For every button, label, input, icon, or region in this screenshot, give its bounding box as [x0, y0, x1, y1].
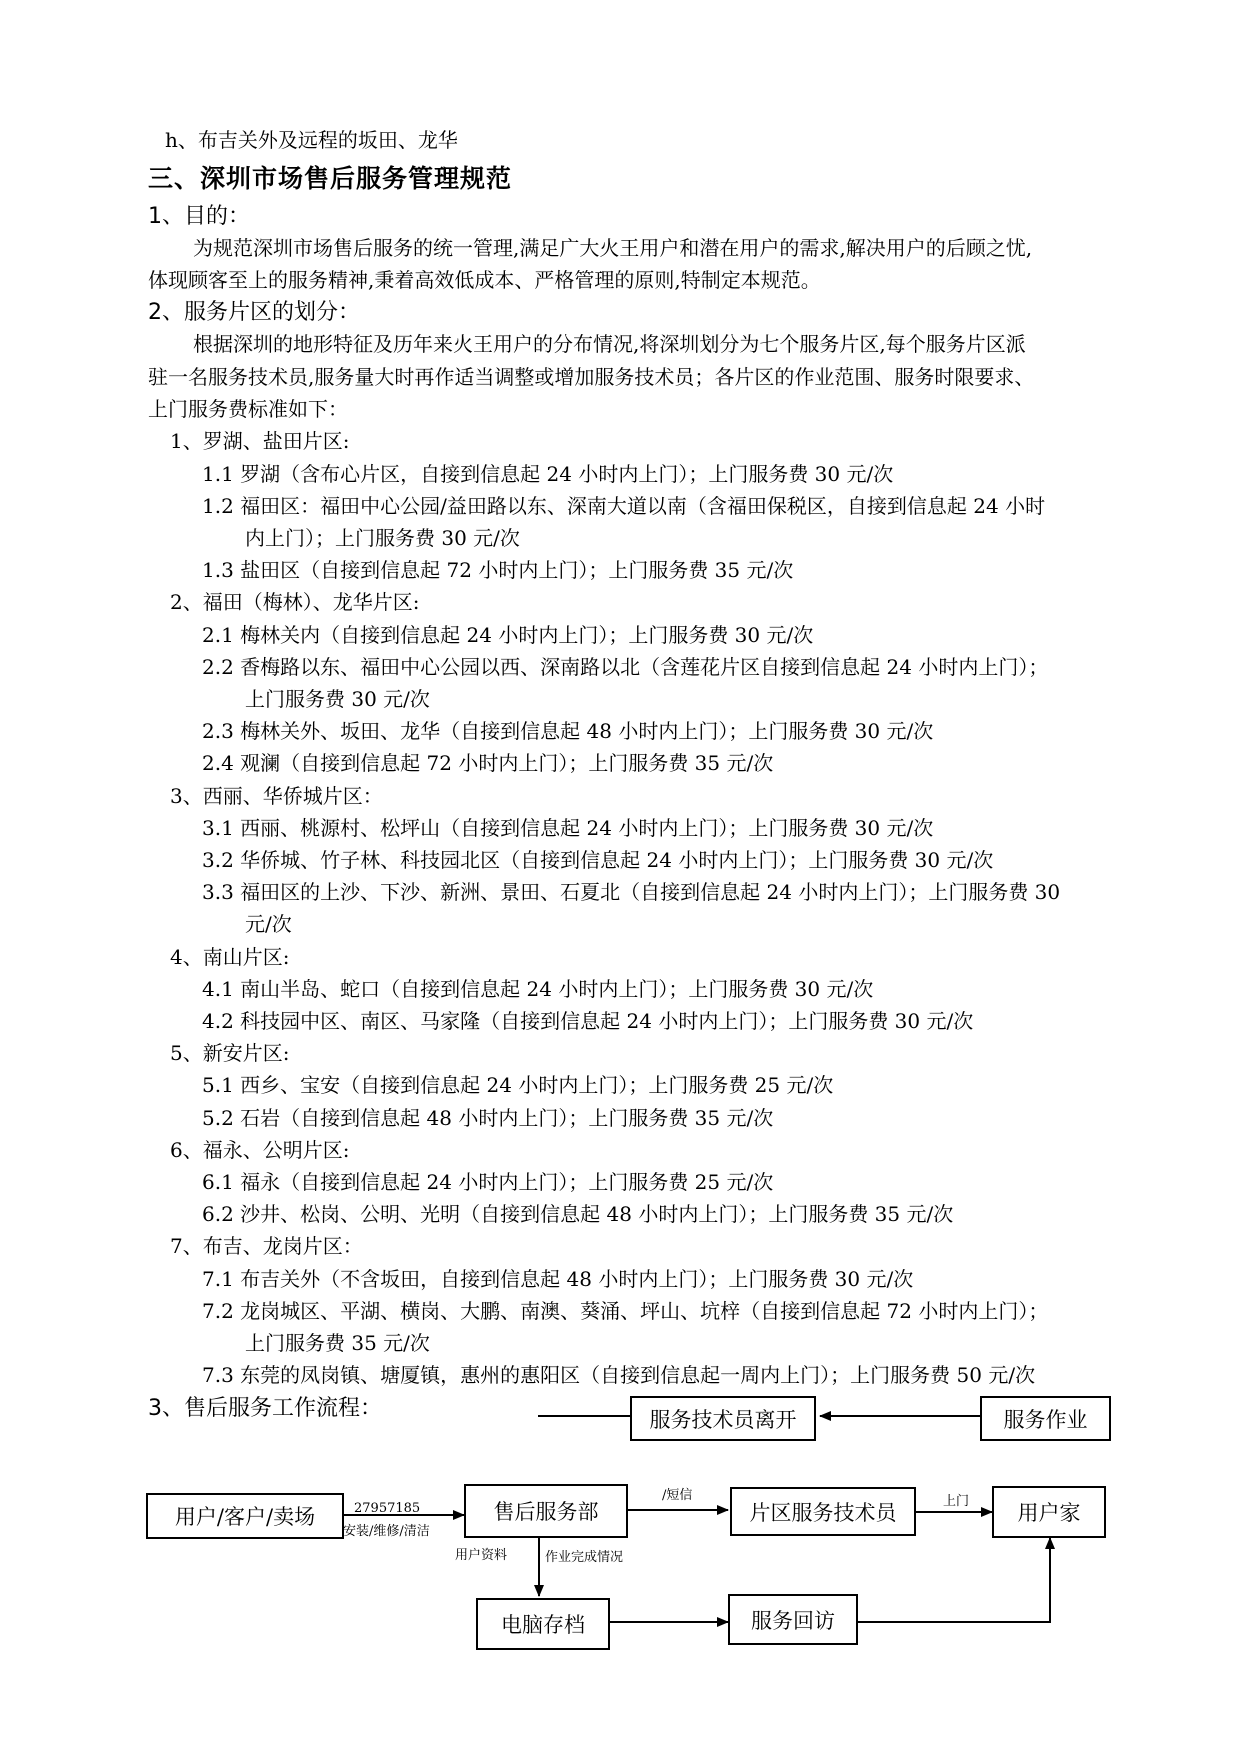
arrow-revisit-to-home: [858, 1538, 1050, 1622]
zone-item: 1.1 罗湖（含布心片区，自接到信息起 24 小时内上门）；上门服务费 30 元/次: [202, 462, 894, 486]
section-title: 三、深圳市场售后服务管理规范: [148, 164, 513, 193]
flow-label-phone: 27957185: [354, 1501, 421, 1516]
s2-title: 2、服务片区的划分：: [148, 300, 360, 325]
zone-item: 2.2 香梅路以东、福田中心公园以西、深南路以北（含莲花片区自接到信息起 24 小时内上门）；: [202, 655, 1049, 679]
zone-item: 5.1 西乡、宝安（自接到信息起 24 小时内上门）；上门服务费 25 元/次: [202, 1073, 834, 1097]
flow-box-work: 服务作业: [980, 1396, 1111, 1441]
flow-label-visit: 上门: [943, 1494, 970, 1509]
flow-label-work-done: 作业完成情况: [545, 1550, 624, 1565]
zone-heading: 1、罗湖、盐田片区:: [170, 429, 350, 453]
zone-item: 1.3 盐田区（自接到信息起 72 小时内上门）；上门服务费 35 元/次: [202, 558, 794, 582]
s2-para-line: 驻一名服务技术员,服务量大时再作适当调整或增加服务技术员；各片区的作业范围、服务时限要求、: [148, 365, 1035, 389]
zone-item-cont: 上门服务费 35 元/次: [245, 1331, 430, 1355]
top-line: h、布吉关外及远程的坂田、龙华: [165, 128, 458, 152]
zone-heading: 5、新安片区:: [170, 1041, 290, 1065]
zone-item: 7.1 布吉关外（不含坂田，自接到信息起 48 小时内上门）；上门服务费 30 元/次: [202, 1267, 914, 1291]
zone-item: 3.3 福田区的上沙、下沙、新洲、景田、石夏北（自接到信息起 24 小时内上门）；上门服务费 30: [202, 880, 1061, 904]
flow-box-user: 用户/客户/卖场: [146, 1493, 344, 1539]
s1-title: 1、目的：: [148, 204, 250, 229]
zone-item: 3.1 西丽、桃源村、松坪山（自接到信息起 24 小时内上门）；上门服务费 30 元/次: [202, 816, 934, 840]
zone-item-cont: 元/次: [245, 912, 292, 936]
s2-para-line: 上门服务费标准如下：: [148, 397, 348, 421]
zone-item: 4.1 南山半岛、蛇口（自接到信息起 24 小时内上门）；上门服务费 30 元/次: [202, 977, 874, 1001]
s3-title: 3、售后服务工作流程：: [148, 1396, 382, 1421]
zone-item: 2.4 观澜（自接到信息起 72 小时内上门）；上门服务费 35 元/次: [202, 751, 774, 775]
zone-item: 3.2 华侨城、竹子林、科技园北区（自接到信息起 24 小时内上门）；上门服务费 30 元/次: [202, 848, 994, 872]
zone-item: 1.2 福田区：福田中心公园/益田路以东、深南大道以南（含福田保税区，自接到信息起 24 小时: [202, 494, 1046, 518]
flow-label-userdata: 用户资料: [455, 1548, 508, 1563]
zone-item: 6.1 福永（自接到信息起 24 小时内上门）；上门服务费 25 元/次: [202, 1170, 774, 1194]
s1-para-line: 体现顾客至上的服务精神,秉着高效低成本、严格管理的原则,特制定本规范。: [148, 268, 821, 292]
zone-heading: 4、南山片区:: [170, 945, 290, 969]
zone-heading: 2、福田（梅林）、龙华片区:: [170, 590, 420, 614]
zone-item-cont: 内上门）；上门服务费 30 元/次: [245, 526, 520, 550]
flow-label-service: 安装/维修/清洁: [343, 1524, 430, 1539]
s2-para-line: 根据深圳的地形特征及历年来火王用户的分布情况,将深圳划分为七个服务片区,每个服务片区派: [193, 332, 1026, 356]
flow-box-archive: 电脑存档: [476, 1598, 610, 1650]
zone-item: 4.2 科技园中区、南区、马家隆（自接到信息起 24 小时内上门）；上门服务费 30 元/次: [202, 1009, 974, 1033]
flow-label-sms: /短信: [662, 1488, 693, 1503]
flow-box-revisit: 服务回访: [728, 1594, 858, 1645]
zone-item: 5.2 石岩（自接到信息起 48 小时内上门）；上门服务费 35 元/次: [202, 1106, 774, 1130]
flow-box-tech-leave: 服务技术员离开: [630, 1396, 816, 1441]
s1-para-line: 为规范深圳市场售后服务的统一管理,满足广大火王用户和潜在用户的需求,解决用户的后顾之忧,: [193, 236, 1033, 260]
zone-item: 7.2 龙岗城区、平湖、横岗、大鹏、南澳、葵涌、坪山、坑梓（自接到信息起 72 小时内上门）；: [202, 1299, 1049, 1323]
zone-item: 7.3 东莞的凤岗镇、塘厦镇，惠州的惠阳区（自接到信息起一周内上门）；上门服务费 50 元/次: [202, 1363, 1036, 1387]
zone-item: 2.3 梅林关外、坂田、龙华（自接到信息起 48 小时内上门）；上门服务费 30 元/次: [202, 719, 934, 743]
zone-item: 6.2 沙井、松岗、公明、光明（自接到信息起 48 小时内上门）；上门服务费 35 元/次: [202, 1202, 954, 1226]
zone-heading: 6、福永、公明片区:: [170, 1138, 350, 1162]
zone-item: 2.1 梅林关内（自接到信息起 24 小时内上门）；上门服务费 30 元/次: [202, 623, 814, 647]
flow-box-dept: 售后服务部: [464, 1484, 628, 1538]
flow-box-area-tech: 片区服务技术员: [730, 1487, 916, 1536]
flow-box-home: 用户家: [992, 1486, 1106, 1538]
zone-heading: 3、西丽、华侨城片区：: [170, 784, 383, 808]
zone-heading: 7、布吉、龙岗片区：: [170, 1234, 363, 1258]
zone-item-cont: 上门服务费 30 元/次: [245, 687, 430, 711]
